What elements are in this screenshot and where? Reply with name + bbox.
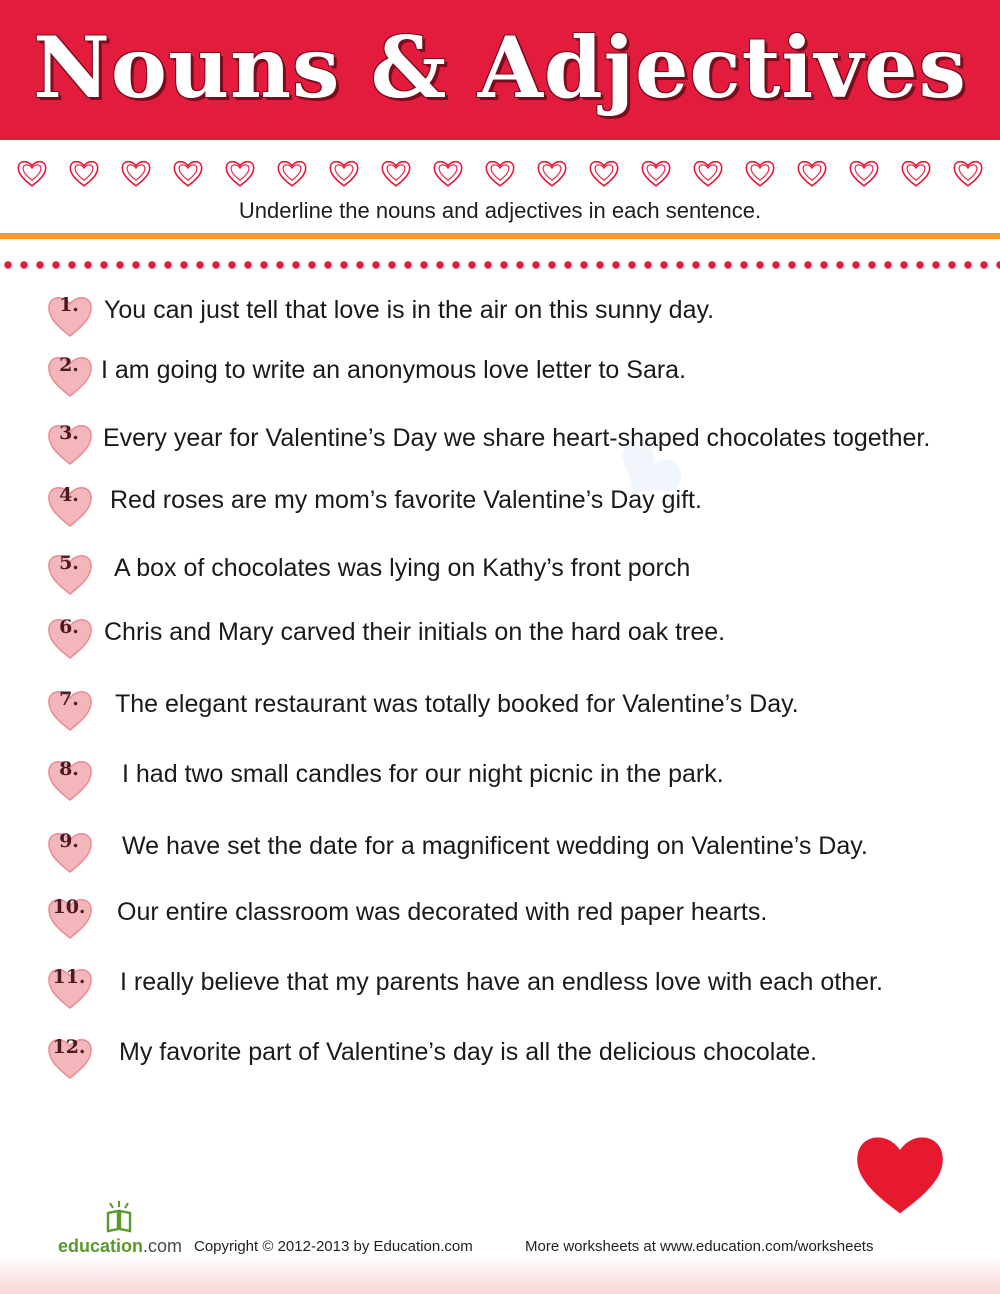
list-item [46, 614, 996, 664]
item-number: 12. [52, 1036, 86, 1058]
page-title: Nouns & Adjectives [33, 18, 967, 117]
logo-main: education [58, 1236, 144, 1256]
title-banner [0, 0, 1000, 140]
list-item [46, 1034, 996, 1084]
heart-icon [692, 157, 724, 189]
item-number: 6. [59, 616, 79, 638]
book-logo-icon [102, 1199, 136, 1233]
heart-icon [744, 157, 776, 189]
sentence-text: Chris and Mary carved their initials on the hard oak tree. [104, 618, 726, 646]
sentence-text: I really believe that my parents have an endless love with each other. [120, 968, 883, 996]
list-item [46, 420, 996, 470]
list-item [46, 756, 996, 806]
heart-icon [16, 157, 48, 189]
heart-icon [224, 157, 256, 189]
list-item [46, 482, 996, 532]
item-number: 8. [59, 758, 79, 780]
list-item [46, 894, 996, 944]
instructions: Underline the nouns and adjectives in each sentence. [238, 198, 762, 223]
heart-icon [484, 157, 516, 189]
heart-icon [796, 157, 828, 189]
list-item [46, 686, 996, 736]
heart-icon [276, 157, 308, 189]
item-number: 7. [59, 688, 79, 710]
list-item [46, 550, 996, 600]
education-logo[interactable] [58, 1199, 198, 1259]
sentence-text: Red roses are my mom’s favorite Valentine’s Day gift. [110, 486, 702, 514]
heart-icon [848, 157, 880, 189]
dotted-divider [0, 260, 1000, 270]
heart-icon [640, 157, 672, 189]
sentence-text: I am going to write an anonymous love letter to Sara. [101, 356, 687, 384]
heart-icon [900, 157, 932, 189]
item-number: 4. [59, 484, 79, 506]
sentence-text: The elegant restaurant was totally booked for Valentine’s Day. [115, 690, 799, 718]
list-item [46, 292, 996, 342]
watermark-graphic: ❤ [583, 411, 706, 541]
list-item [46, 352, 996, 402]
copyright-text: Copyright © 2012-2013 by Education.com [194, 1238, 473, 1255]
logo-suffix: .com [143, 1236, 183, 1256]
item-number: 5. [59, 552, 79, 574]
list-item [46, 828, 996, 878]
large-heart-icon [852, 1128, 948, 1218]
heart-icon [432, 157, 464, 189]
item-number: 10. [52, 896, 86, 918]
list-item [46, 964, 996, 1014]
item-number: 11. [52, 966, 86, 988]
item-number: 1. [59, 294, 79, 316]
sentence-text: A box of chocolates was lying on Kathy’s front porch [114, 554, 691, 582]
heart-icon [952, 157, 984, 189]
sentence-text: My favorite part of Valentine’s day is all the delicious chocolate. [119, 1038, 818, 1066]
item-number: 9. [59, 830, 79, 852]
sentence-text: You can just tell that love is in the air on this sunny day. [104, 296, 715, 324]
sentence-text: I had two small candles for our night picnic in the park. [122, 760, 724, 788]
sentence-text: Our entire classroom was decorated with red paper hearts. [117, 898, 768, 926]
logo-text [58, 1236, 182, 1257]
heart-icon [588, 157, 620, 189]
heart-icon [380, 157, 412, 189]
heart-icon [172, 157, 204, 189]
heart-icon [328, 157, 360, 189]
item-number: 2. [59, 354, 79, 376]
heart-icon [68, 157, 100, 189]
heart-icon [536, 157, 568, 189]
heart-icon [120, 157, 152, 189]
sentence-text: We have set the date for a magnificent wedding on Valentine’s Day. [122, 832, 868, 860]
item-number: 3. [59, 422, 79, 444]
decorative-heart-row [16, 157, 984, 193]
more-worksheets-link[interactable]: More worksheets at www.education.com/worksheets [525, 1238, 874, 1255]
orange-divider [0, 233, 1000, 239]
sentence-text: Every year for Valentine’s Day we share heart-shaped chocolates together. [103, 424, 931, 452]
